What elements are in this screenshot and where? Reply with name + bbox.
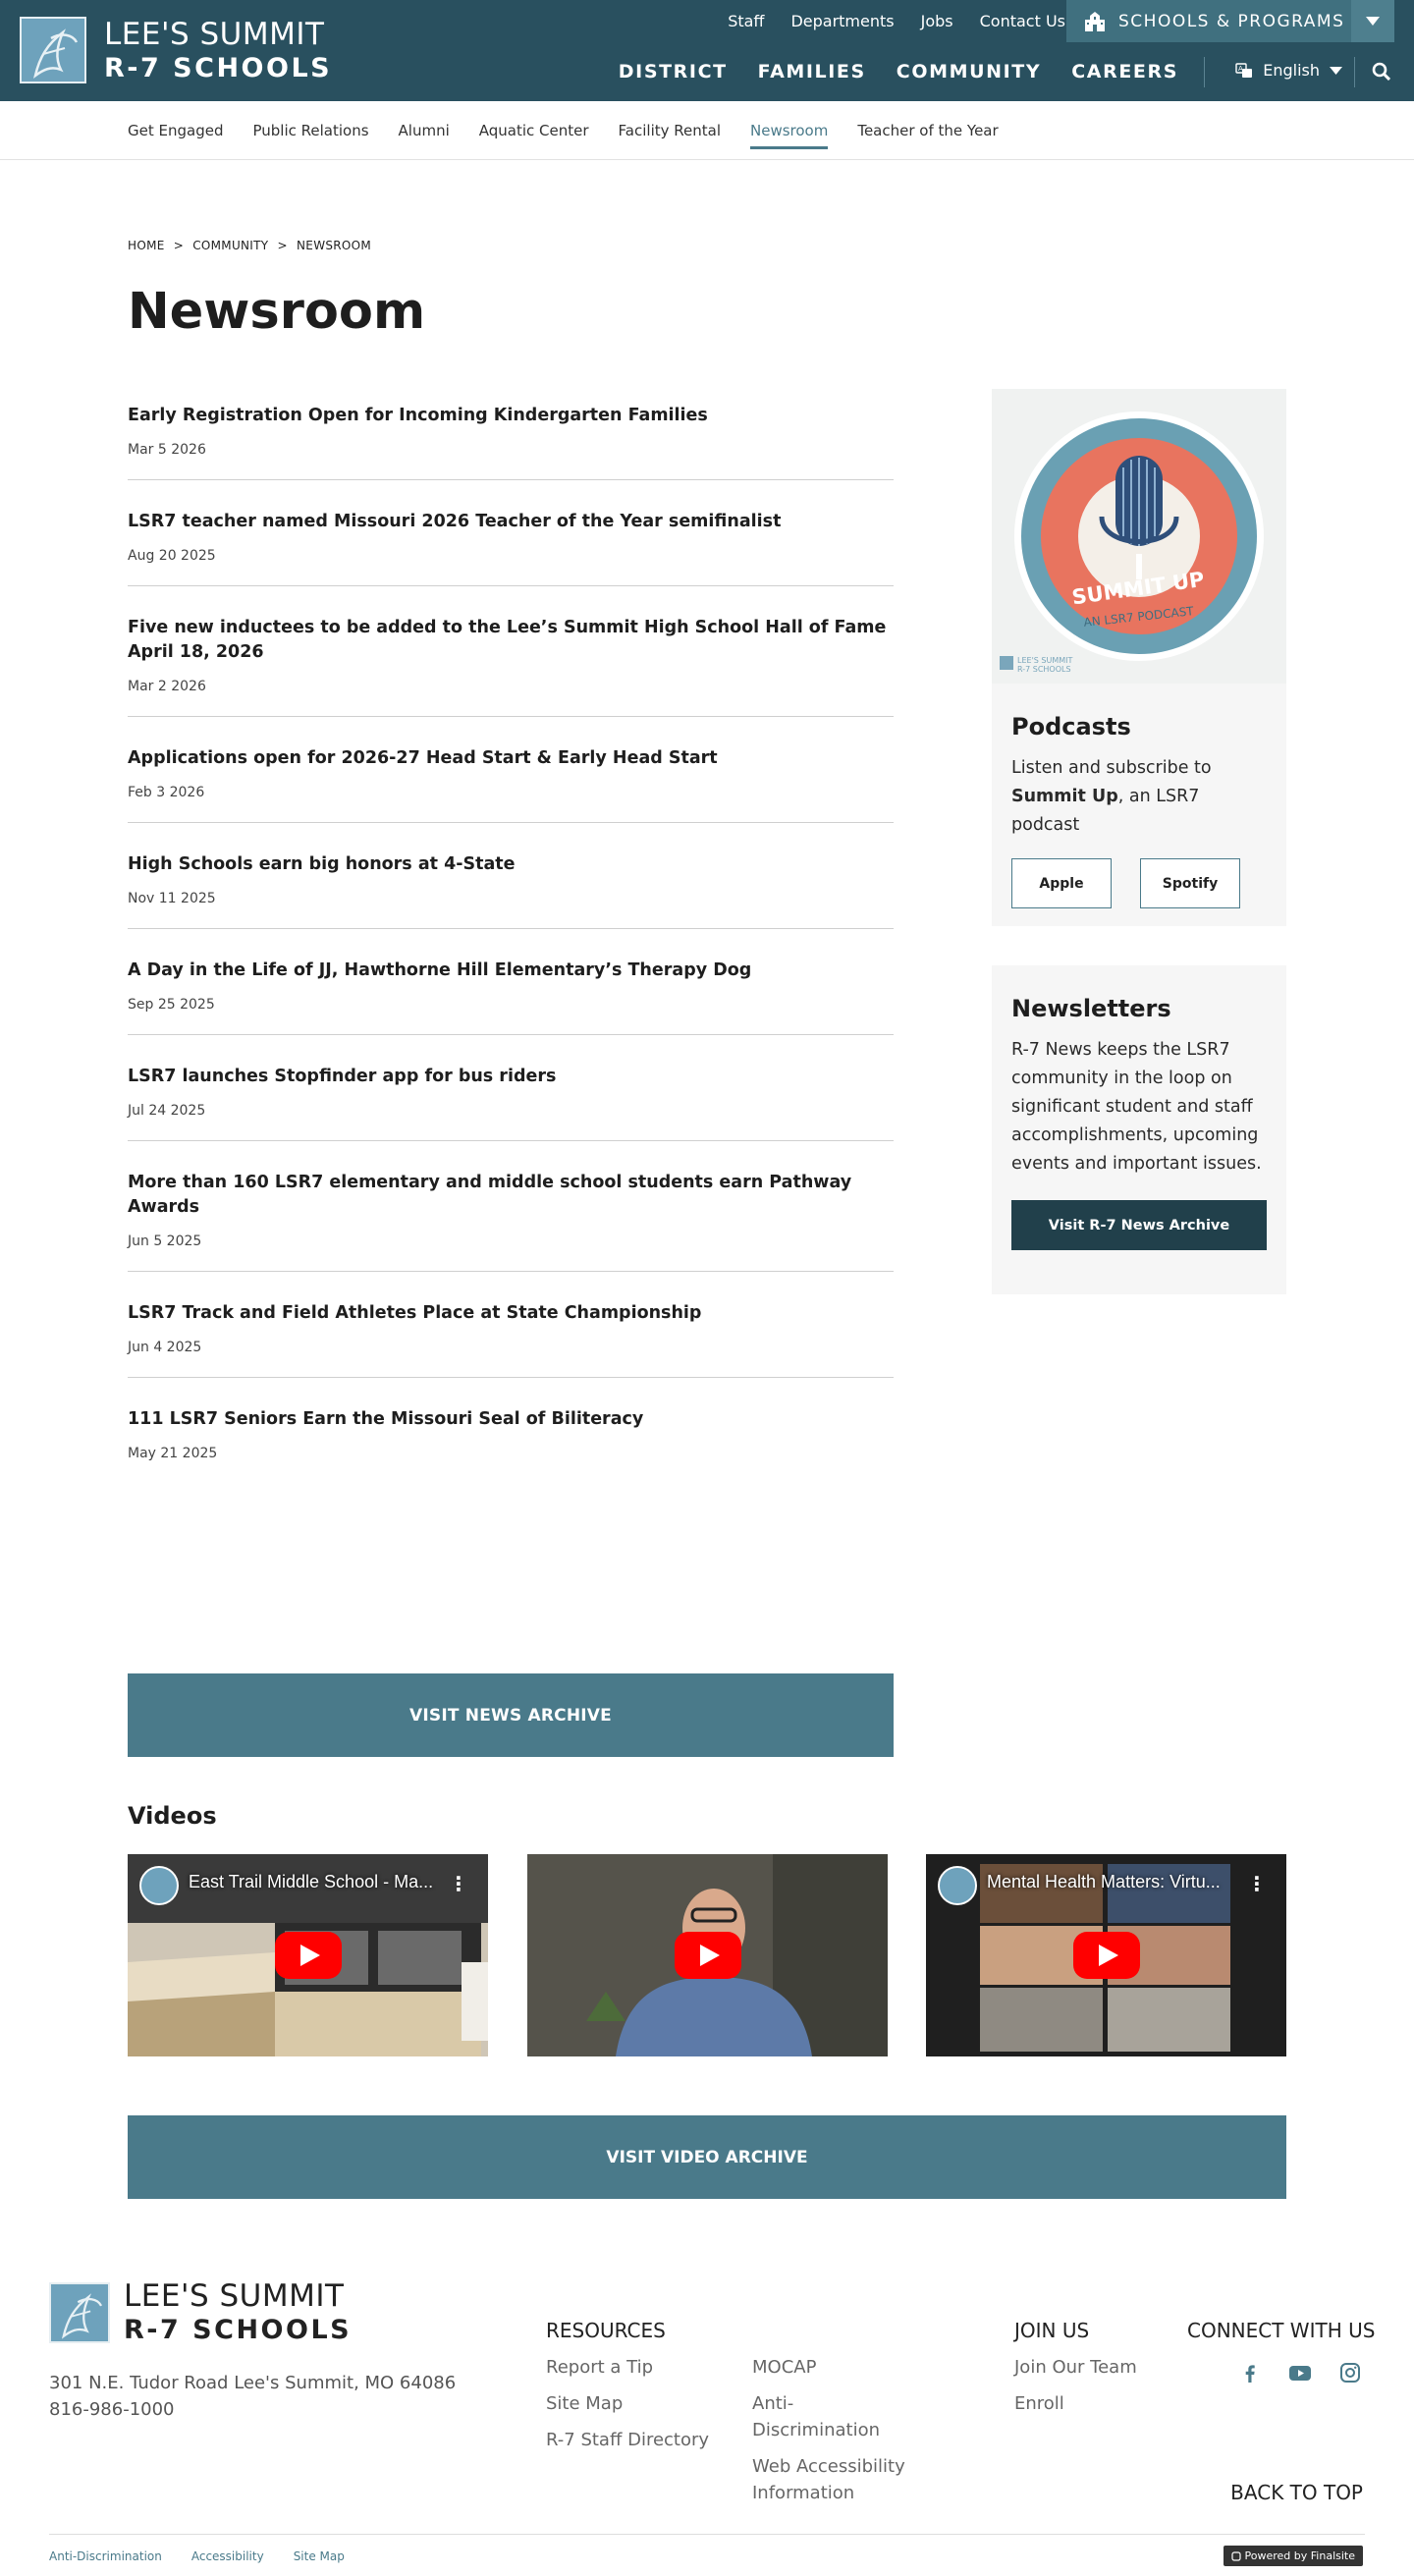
footer-link-web-accessibility[interactable]: Web Accessibility Information — [752, 2456, 905, 2503]
logo-line1: LEE'S SUMMIT — [104, 16, 325, 52]
summit-up-podcast-logo — [992, 389, 1286, 684]
site-header — [0, 0, 1414, 101]
play-button-icon[interactable] — [275, 1932, 342, 1979]
subnav-get-engaged[interactable]: Get Engaged — [128, 121, 224, 139]
legal-link-site-map[interactable]: Site Map — [293, 2549, 345, 2563]
school-building-icon — [1083, 11, 1107, 32]
video-title: East Trail Middle School - Ma... — [189, 1872, 434, 1891]
footer-link-staff-directory[interactable]: R-7 Staff Directory — [546, 2430, 710, 2450]
footer-link-join-team[interactable]: Join Our Team — [1014, 2357, 1137, 2378]
footer-link-site-map[interactable]: Site Map — [546, 2393, 624, 2414]
schools-programs-button[interactable] — [1066, 0, 1394, 42]
footer-logo-line2: R-7 SCHOOLS — [124, 2315, 353, 2345]
play-button-icon[interactable] — [1073, 1932, 1140, 1979]
breadcrumb-separator: > — [277, 239, 288, 252]
util-link-departments[interactable]: Departments — [790, 12, 895, 30]
podcast-logo-subtext: AN LSR7 PODCAST — [1082, 604, 1195, 630]
footer-address-block — [49, 2370, 456, 2423]
news-date: Jul 24 2025 — [128, 1103, 206, 1119]
more-options-icon[interactable]: ⋮ — [449, 1872, 468, 1895]
util-link-contact[interactable]: Contact Us — [979, 12, 1065, 30]
main-nav — [619, 61, 1178, 82]
podcasts-description: Listen and subscribe to Summit Up, an LSR7 podcast — [1011, 758, 1212, 835]
news-title[interactable]: LSR7 Track and Field Athletes Place at State Championship — [128, 1303, 702, 1323]
footer-phone[interactable]: 816-986-1000 — [49, 2399, 175, 2420]
subnav-teacher-of-the-year[interactable]: Teacher of the Year — [857, 121, 999, 139]
breadcrumb-community[interactable]: COMMUNITY — [192, 239, 269, 252]
more-options-icon[interactable]: ⋮ — [1247, 1872, 1267, 1895]
newsletters-card — [992, 965, 1286, 1294]
newsletters-description: R-7 News keeps the LSR7 community in the loop on significant student and staff accomplishments, upcoming events and important issues. — [1011, 1040, 1262, 1174]
footer-logo[interactable] — [49, 2278, 353, 2345]
video-thumbnail[interactable] — [527, 1854, 888, 2056]
news-date: Feb 3 2026 — [128, 785, 205, 800]
channel-avatar-icon — [139, 1866, 179, 1905]
news-item — [128, 586, 894, 717]
instagram-icon[interactable] — [1339, 2362, 1361, 2384]
language-selector[interactable] — [1235, 61, 1342, 80]
video-thumbnail[interactable] — [128, 1854, 488, 2056]
chevron-down-icon[interactable] — [1351, 0, 1394, 42]
resources-heading: RESOURCES — [546, 2319, 666, 2342]
svg-text:A: A — [1238, 64, 1244, 73]
site-logo[interactable] — [20, 17, 332, 83]
news-item — [128, 1272, 894, 1378]
video-thumbnail[interactable] — [926, 1854, 1286, 2056]
podcasts-card — [992, 389, 1286, 926]
apple-podcasts-button[interactable]: Apple — [1011, 858, 1112, 908]
news-date: Jun 5 2025 — [128, 1233, 202, 1249]
footer-link-enroll[interactable]: Enroll — [1014, 2393, 1064, 2414]
subnav-newsroom[interactable]: Newsroom — [750, 116, 828, 145]
page-title: Newsroom — [128, 283, 426, 341]
news-date: May 21 2025 — [128, 1446, 218, 1461]
translate-icon — [1235, 63, 1253, 79]
spotify-button[interactable]: Spotify — [1140, 858, 1240, 908]
visit-video-archive-button[interactable]: VISIT VIDEO ARCHIVE — [128, 2115, 1286, 2199]
play-button-icon[interactable] — [675, 1932, 741, 1979]
news-date: Mar 5 2026 — [128, 442, 206, 458]
news-item — [128, 929, 894, 1035]
news-title[interactable]: LSR7 teacher named Missouri 2026 Teacher of the Year semifinalist — [128, 512, 782, 531]
podcast-logo-small-1: LEE'S SUMMIT — [1017, 656, 1073, 665]
nav-district[interactable]: DISTRICT — [618, 61, 728, 82]
news-date: Mar 2 2026 — [128, 679, 206, 694]
finalsite-logo-icon — [1231, 2551, 1241, 2561]
search-icon[interactable] — [1372, 62, 1390, 84]
section-subnav — [0, 101, 1414, 160]
news-date: Jun 4 2025 — [128, 1340, 202, 1355]
channel-avatar-icon — [938, 1866, 977, 1905]
site-footer — [0, 2278, 1414, 2576]
news-title[interactable]: LSR7 launches Stopfinder app for bus riders — [128, 1067, 557, 1086]
legal-link-anti-discrimination[interactable]: Anti-Discrimination — [49, 2549, 162, 2563]
connect-heading: CONNECT WITH US — [1187, 2319, 1376, 2342]
nav-community[interactable]: COMMUNITY — [896, 61, 1042, 82]
footer-link-report-tip[interactable]: Report a Tip — [546, 2357, 654, 2378]
breadcrumb-home[interactable]: HOME — [128, 239, 165, 252]
nav-careers[interactable]: CAREERS — [1071, 61, 1178, 82]
breadcrumb-current: NEWSROOM — [297, 239, 372, 252]
news-date: Nov 11 2025 — [128, 891, 216, 906]
connect-column — [1187, 2319, 1375, 2354]
resources-column — [546, 2319, 709, 2463]
podcast-logo-text: SUMMIT UP — [1070, 567, 1206, 610]
visit-news-archive-button[interactable]: VISIT NEWS ARCHIVE — [128, 1673, 894, 1757]
subnav-facility-rental[interactable]: Facility Rental — [618, 121, 721, 139]
news-date: Sep 25 2025 — [128, 997, 215, 1013]
news-title[interactable]: Applications open for 2026-27 Head Start & Early Head Start — [128, 748, 718, 768]
subnav-alumni[interactable]: Alumni — [398, 121, 450, 139]
news-title[interactable]: More than 160 LSR7 elementary and middle school students earn Pathway Awards — [128, 1173, 852, 1217]
news-item — [128, 1378, 894, 1483]
news-date: Aug 20 2025 — [128, 548, 216, 564]
news-title[interactable]: Five new inductees to be added to the Lee’s Summit High School Hall of Fame April 18, 2026 — [128, 618, 887, 662]
news-item — [128, 1035, 894, 1141]
main-content — [0, 160, 1414, 2281]
news-title[interactable]: High Schools earn big honors at 4-State — [128, 854, 516, 874]
footer-link-anti-discrimination[interactable]: Anti-Discrimination — [752, 2393, 880, 2440]
news-item — [128, 1141, 894, 1272]
footer-link-mocap[interactable]: MOCAP — [752, 2357, 817, 2378]
legal-link-accessibility[interactable]: Accessibility — [190, 2549, 264, 2563]
news-item — [128, 480, 894, 586]
utility-nav — [728, 12, 1065, 30]
back-to-top-link[interactable]: BACK TO TOP — [1230, 2481, 1363, 2504]
powered-by-badge[interactable] — [1224, 2546, 1363, 2566]
social-links — [1239, 2362, 1361, 2384]
news-title[interactable]: 111 LSR7 Seniors Earn the Missouri Seal of Biliteracy — [128, 1409, 644, 1429]
news-item — [128, 388, 894, 480]
youtube-icon[interactable] — [1288, 2362, 1312, 2384]
subnav-public-relations[interactable]: Public Relations — [252, 121, 369, 139]
videos-heading: Videos — [128, 1802, 217, 1830]
chevron-down-icon — [1330, 67, 1342, 75]
util-link-staff[interactable]: Staff — [728, 12, 765, 30]
footer-logo-line1: LEE'S SUMMIT — [124, 2278, 345, 2314]
join-heading: JOIN US — [1014, 2319, 1090, 2342]
news-title[interactable]: Early Registration Open for Incoming Kindergarten Families — [128, 406, 708, 425]
breadcrumb — [128, 239, 371, 252]
breadcrumb-separator: > — [173, 239, 185, 252]
newsletters-heading: Newsletters — [1011, 995, 1171, 1022]
logo-emblem-icon — [20, 17, 86, 83]
podcast-logo-small-2: R-7 SCHOOLS — [1017, 665, 1071, 674]
footer-address: 301 N.E. Tudor Road Lee's Summit, MO 64086 — [49, 2373, 457, 2393]
video-title: Mental Health Matters: Virtu... — [987, 1872, 1221, 1891]
news-title[interactable]: A Day in the Life of JJ, Hawthorne Hill Elementary’s Therapy Dog — [128, 960, 752, 980]
logo-emblem-icon — [49, 2282, 110, 2343]
podcasts-heading: Podcasts — [1011, 713, 1131, 740]
nav-divider — [1354, 57, 1355, 87]
subnav-aquatic-center[interactable]: Aquatic Center — [478, 121, 589, 139]
facebook-icon[interactable] — [1239, 2362, 1261, 2384]
powered-by-text: Powered by Finalsite — [1244, 2549, 1355, 2562]
language-label: English — [1263, 61, 1320, 80]
news-list — [128, 388, 894, 1483]
logo-line2: R-7 SCHOOLS — [104, 52, 333, 83]
legal-links — [49, 2549, 345, 2563]
join-column — [1014, 2319, 1137, 2427]
footer-divider — [49, 2534, 1365, 2535]
nav-divider — [1204, 57, 1205, 87]
news-item — [128, 823, 894, 929]
util-link-jobs[interactable]: Jobs — [920, 12, 953, 30]
resources-column-2 — [752, 2354, 919, 2516]
nav-families[interactable]: FAMILIES — [757, 61, 866, 82]
visit-news-archive-link[interactable]: Visit R-7 News Archive — [1011, 1200, 1267, 1250]
news-item — [128, 717, 894, 823]
schools-programs-label: SCHOOLS & PROGRAMS — [1118, 11, 1345, 31]
